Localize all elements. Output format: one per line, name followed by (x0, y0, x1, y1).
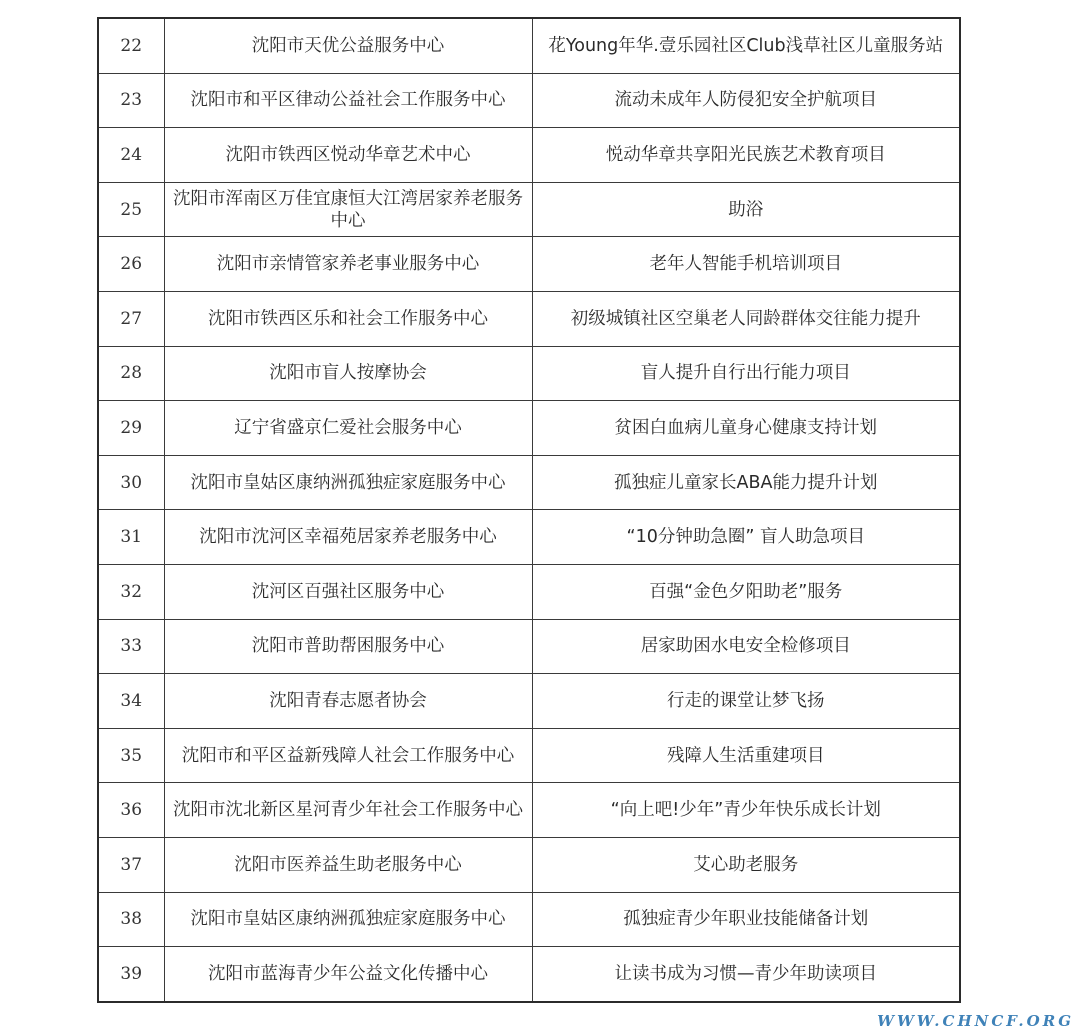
row-number-cell: 39 (98, 947, 164, 1002)
organization-name-cell: 沈阳市普助帮困服务中心 (164, 619, 532, 674)
project-name-cell: “向上吧!少年”青少年快乐成长计划 (532, 783, 960, 838)
project-name-cell: 居家助困水电安全检修项目 (532, 619, 960, 674)
table-row (98, 892, 960, 947)
organization-name-cell: 沈阳市沈河区幸福苑居家养老服务中心 (164, 510, 532, 565)
organization-name-cell: 沈阳市浑南区万佳宜康恒大江湾居家养老服务中心 (164, 182, 532, 237)
row-number-cell: 29 (98, 401, 164, 456)
organization-name-cell: 沈阳市和平区律动公益社会工作服务中心 (164, 73, 532, 128)
project-name-cell: 艾心助老服务 (532, 837, 960, 892)
organization-name-cell: 沈阳市皇姑区康纳洲孤独症家庭服务中心 (164, 892, 532, 947)
organization-name-cell: 沈阳市和平区益新残障人社会工作服务中心 (164, 728, 532, 783)
row-number-cell: 37 (98, 837, 164, 892)
organization-name-cell: 沈阳市盲人按摩协会 (164, 346, 532, 401)
row-number-cell: 34 (98, 674, 164, 729)
row-number-cell: 35 (98, 728, 164, 783)
project-name-cell: 盲人提升自行出行能力项目 (532, 346, 960, 401)
organization-name-cell: 沈阳市蓝海青少年公益文化传播中心 (164, 947, 532, 1002)
row-number-cell: 28 (98, 346, 164, 401)
row-number-cell: 31 (98, 510, 164, 565)
project-list-table (97, 17, 961, 1003)
organization-name-cell: 沈阳市沈北新区星河青少年社会工作服务中心 (164, 783, 532, 838)
project-name-cell: 贫困白血病儿童身心健康支持计划 (532, 401, 960, 456)
table-row (98, 291, 960, 346)
row-number-cell: 32 (98, 564, 164, 619)
project-name-cell: 老年人智能手机培训项目 (532, 237, 960, 292)
organization-name-cell: 沈阳市铁西区悦动华章艺术中心 (164, 128, 532, 183)
row-number-cell: 33 (98, 619, 164, 674)
row-number-cell: 27 (98, 291, 164, 346)
project-name-cell: 残障人生活重建项目 (532, 728, 960, 783)
row-number-cell: 23 (98, 73, 164, 128)
organization-name-cell: 沈阳市医养益生助老服务中心 (164, 837, 532, 892)
table-row (98, 73, 960, 128)
table-row (98, 401, 960, 456)
row-number-cell: 25 (98, 182, 164, 237)
row-number-cell: 38 (98, 892, 164, 947)
table-row (98, 128, 960, 183)
project-name-cell: 花Young年华.壹乐园社区Club浅草社区儿童服务站 (532, 18, 960, 73)
table-row (98, 837, 960, 892)
project-name-cell: 初级城镇社区空巢老人同龄群体交往能力提升 (532, 291, 960, 346)
table-row (98, 455, 960, 510)
row-number-cell: 36 (98, 783, 164, 838)
row-number-cell: 30 (98, 455, 164, 510)
table-row (98, 346, 960, 401)
project-name-cell: 流动未成年人防侵犯安全护航项目 (532, 73, 960, 128)
project-name-cell: 悦动华章共享阳光民族艺术教育项目 (532, 128, 960, 183)
table-row (98, 182, 960, 237)
project-name-cell: 助浴 (532, 182, 960, 237)
organization-name-cell: 沈阳市亲情管家养老事业服务中心 (164, 237, 532, 292)
row-number-cell: 24 (98, 128, 164, 183)
project-name-cell: 行走的课堂让梦飞扬 (532, 674, 960, 729)
table-row (98, 728, 960, 783)
organization-name-cell: 沈阳市铁西区乐和社会工作服务中心 (164, 291, 532, 346)
row-number-cell: 26 (98, 237, 164, 292)
site-watermark: WWW.CHNCF.ORG (877, 1012, 1074, 1030)
project-name-cell: 孤独症青少年职业技能储备计划 (532, 892, 960, 947)
table-row (98, 237, 960, 292)
table-row (98, 674, 960, 729)
organization-name-cell: 沈阳市皇姑区康纳洲孤独症家庭服务中心 (164, 455, 532, 510)
table-row (98, 619, 960, 674)
row-number-cell: 22 (98, 18, 164, 73)
table-row (98, 564, 960, 619)
table-row (98, 18, 960, 73)
table-row (98, 783, 960, 838)
project-name-cell: “10分钟助急圈” 盲人助急项目 (532, 510, 960, 565)
organization-name-cell: 沈阳青春志愿者协会 (164, 674, 532, 729)
table-row (98, 947, 960, 1002)
table-row (98, 510, 960, 565)
organization-name-cell: 沈河区百强社区服务中心 (164, 564, 532, 619)
project-name-cell: 让读书成为习惯—青少年助读项目 (532, 947, 960, 1002)
project-name-cell: 孤独症儿童家长ABA能力提升计划 (532, 455, 960, 510)
organization-name-cell: 辽宁省盛京仁爱社会服务中心 (164, 401, 532, 456)
project-name-cell: 百强“金色夕阳助老”服务 (532, 564, 960, 619)
organization-name-cell: 沈阳市天优公益服务中心 (164, 18, 532, 73)
table-body (98, 18, 960, 1002)
